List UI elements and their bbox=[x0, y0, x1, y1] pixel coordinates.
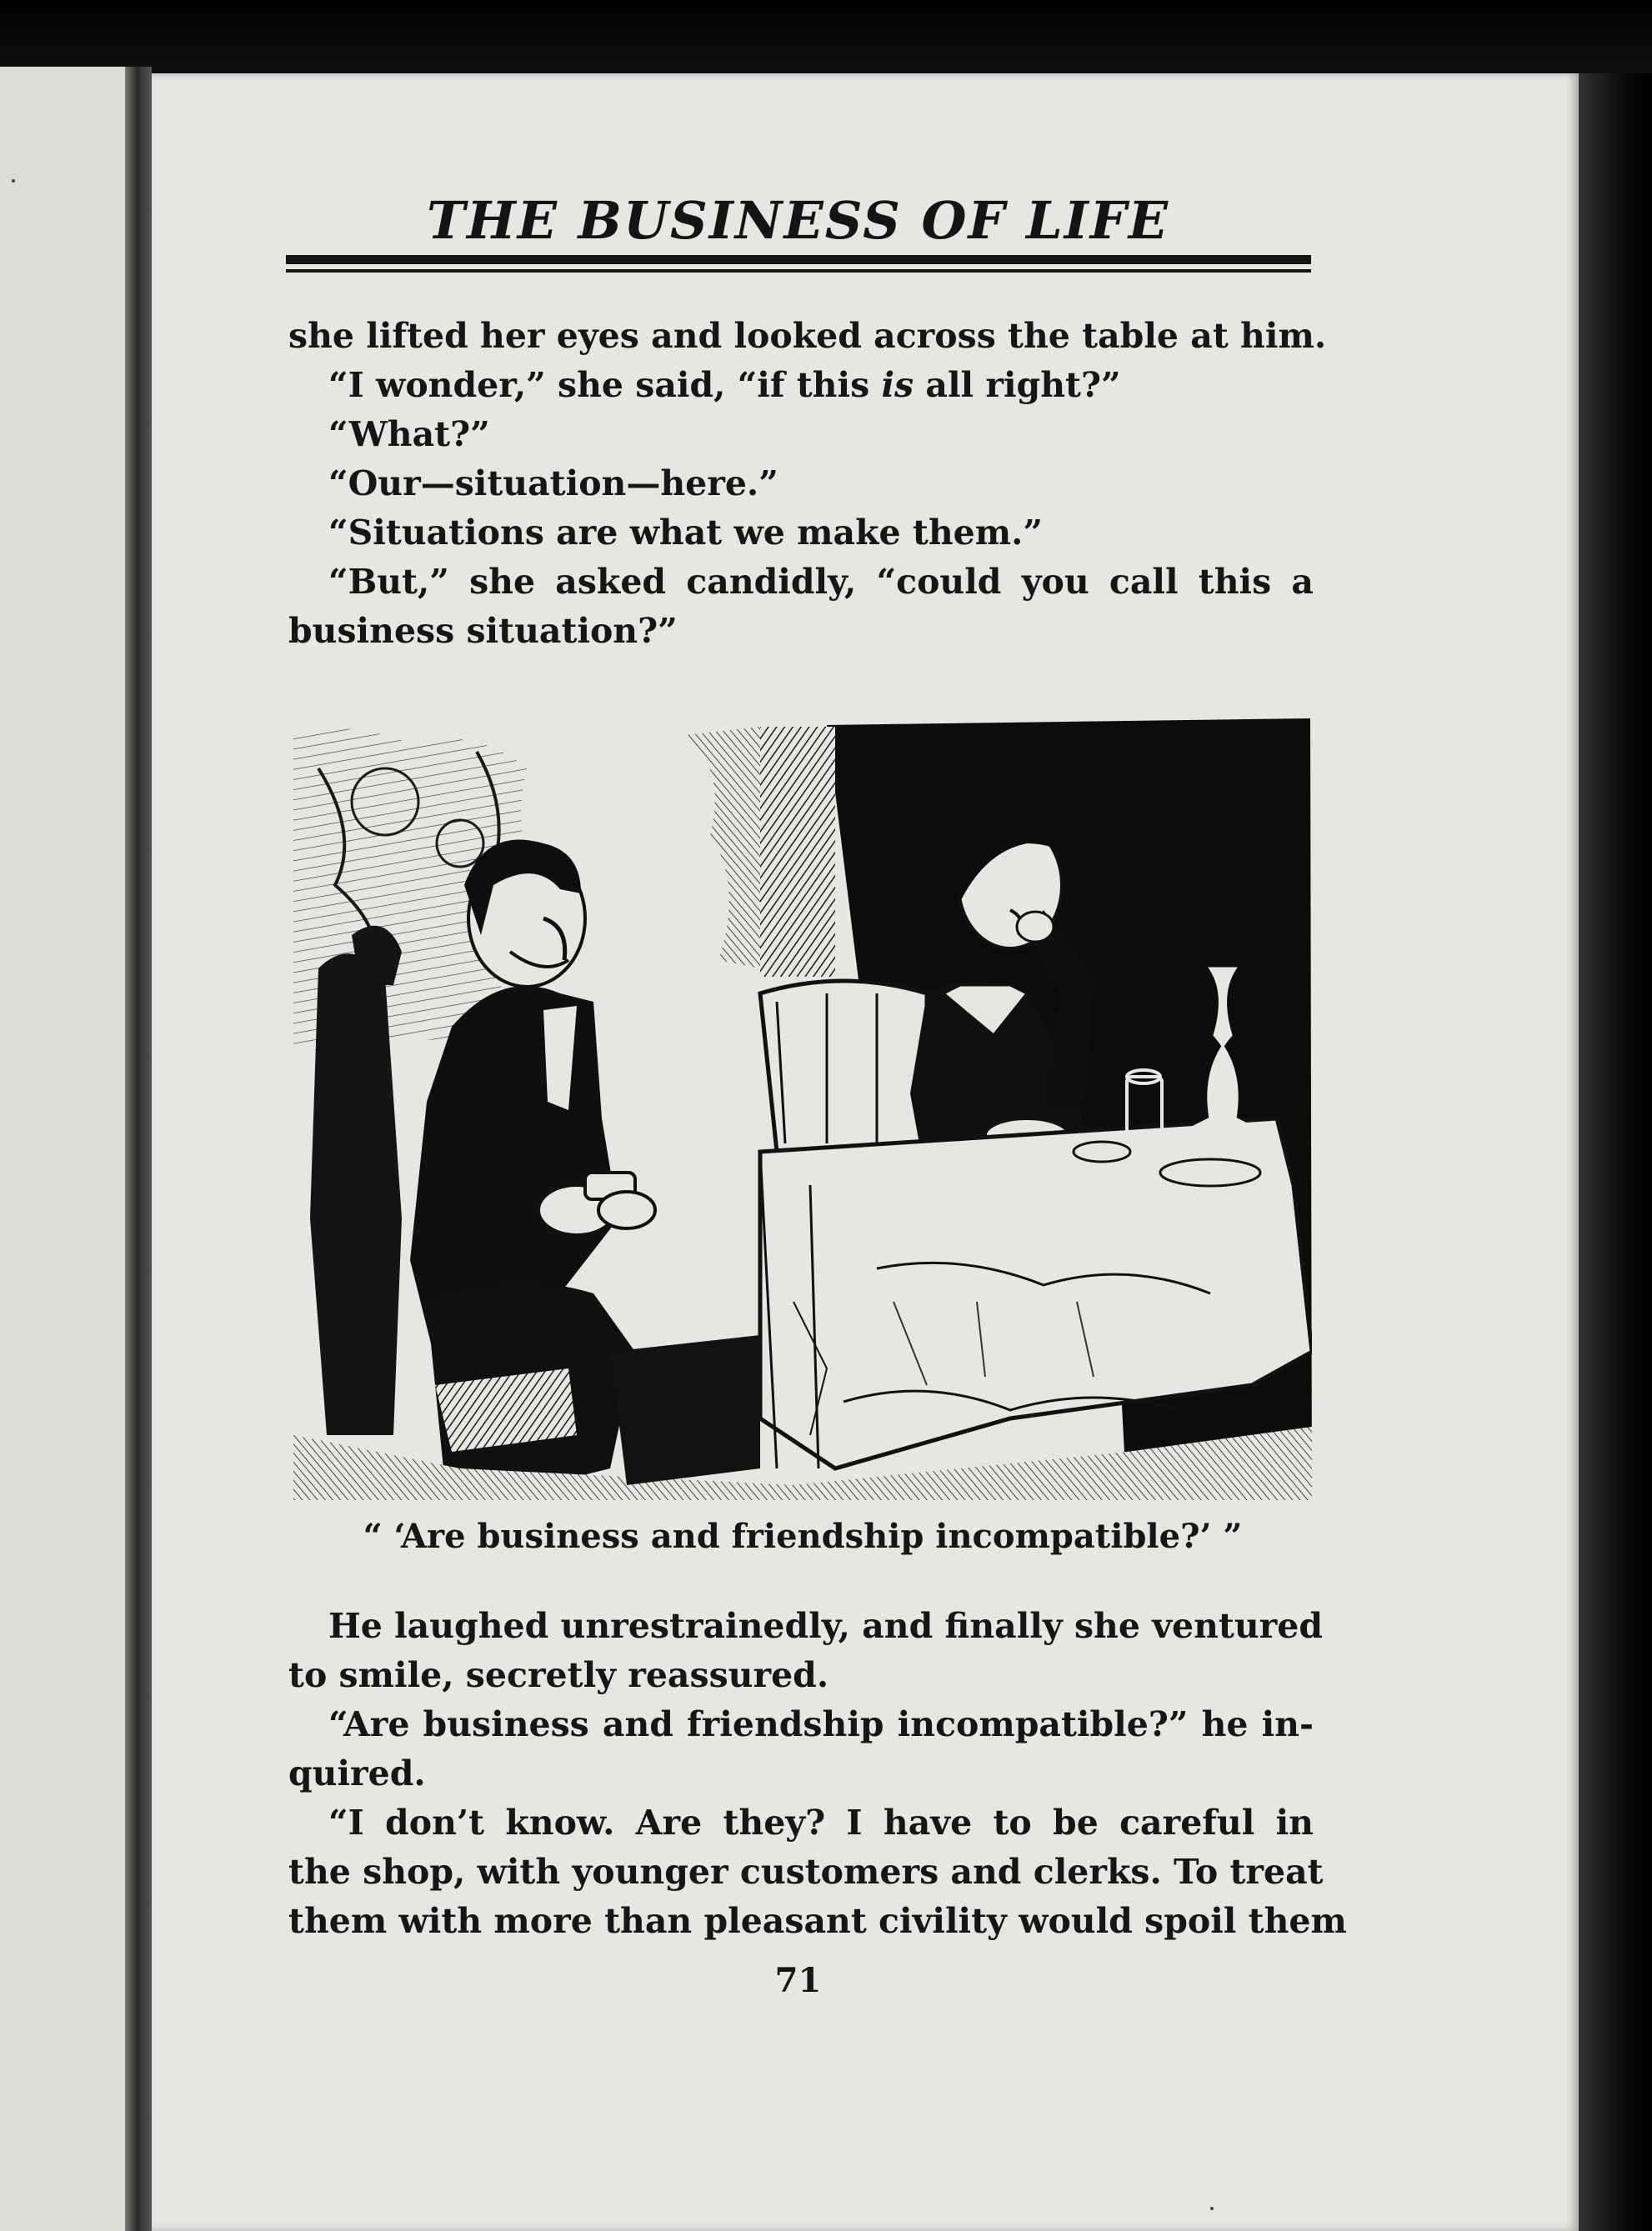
illustration-caption: “ ‘Are business and friendship incompatible?’ ” bbox=[363, 1517, 1243, 1556]
text-line: the shop, with younger customers and clerks. To treat bbox=[288, 1852, 1324, 1892]
engraving-couple-at-table-illustration bbox=[293, 718, 1312, 1500]
text-line: “Our—situation—here.” bbox=[328, 463, 778, 503]
book-spine bbox=[125, 67, 152, 2231]
text-line: business situation?” bbox=[288, 611, 678, 651]
header-rule-thick bbox=[286, 255, 1311, 264]
text-line: “Are business and friendship incompatible?” he in- bbox=[328, 1704, 1314, 1744]
dust-speck bbox=[1210, 2207, 1214, 2210]
page-number: 71 bbox=[774, 1961, 822, 2000]
text-line: “What?” bbox=[328, 414, 490, 454]
text-line: to smile, secretly reassured. bbox=[288, 1655, 829, 1695]
text-line: she lifted her eyes and looked across the table at him. bbox=[288, 316, 1327, 356]
text-line: them with more than pleasant civility would spoil them bbox=[288, 1901, 1347, 1941]
text-line: “Situations are what we make them.” bbox=[328, 513, 1043, 553]
text-line: “I wonder,” she said, “if this is all right?” bbox=[328, 365, 1121, 405]
scan-top-border bbox=[0, 0, 1652, 79]
text-line: He laughed unrestrainedly, and finally she ventured bbox=[328, 1606, 1324, 1646]
text-line: “But,” she asked candidly, “could you call this a bbox=[328, 562, 1314, 602]
upper-text-block bbox=[288, 312, 1327, 656]
text-line: “I don’t know. Are they? I have to be careful in bbox=[328, 1803, 1314, 1843]
header-rule-thin bbox=[286, 269, 1311, 273]
dust-speck bbox=[12, 179, 15, 183]
text-line: quired. bbox=[288, 1753, 426, 1793]
illustration-svg bbox=[293, 718, 1312, 1500]
running-head: THE BUSINESS OF LIFE bbox=[427, 190, 1169, 251]
facing-page-edge bbox=[0, 67, 125, 2231]
lower-text-block bbox=[288, 1602, 1347, 1946]
scan-right-border bbox=[1579, 73, 1652, 2231]
